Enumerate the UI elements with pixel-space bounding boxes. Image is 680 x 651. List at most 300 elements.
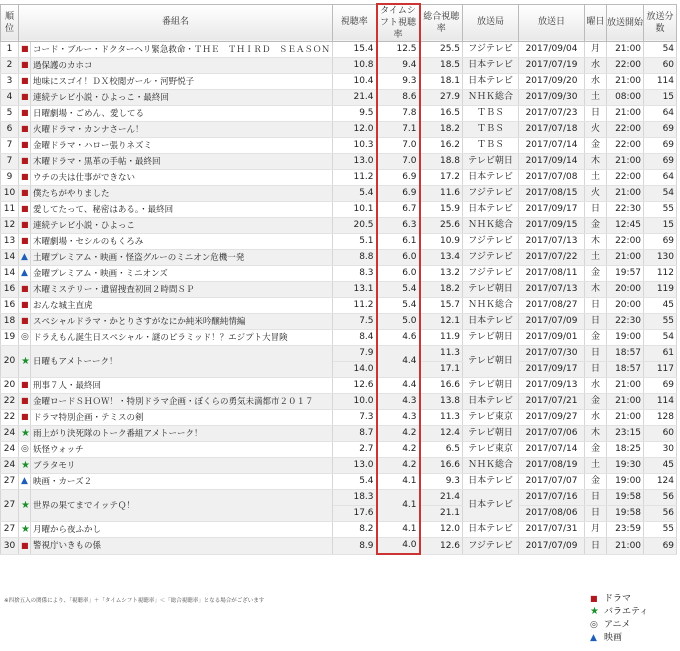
total-rating-cell: 11.3	[420, 410, 463, 426]
start-cell: 21:00	[607, 74, 644, 90]
date-cell: 2017/09/04	[519, 42, 585, 58]
rank-cell: 7	[1, 154, 19, 170]
start-cell: 19:00	[607, 474, 644, 490]
program-title: 金曜プレミアム・映画・ミニオンズ	[31, 266, 333, 282]
timeshift-cell: 5.4	[377, 282, 420, 298]
duration-cell: 117	[644, 362, 677, 378]
dow-cell: 金	[585, 474, 607, 490]
drama-icon: ■	[21, 300, 29, 310]
rating-cell: 10.3	[333, 138, 377, 154]
total-rating-cell: 16.6	[420, 378, 463, 394]
dow-cell: 木	[585, 282, 607, 298]
start-cell: 19:58	[607, 506, 644, 522]
duration-cell: 15	[644, 218, 677, 234]
rank-cell: 13	[1, 234, 19, 250]
duration-cell: 56	[644, 490, 677, 506]
timeshift-cell: 4.1	[377, 490, 420, 522]
program-title: ウチの夫は仕事ができない	[31, 170, 333, 186]
timeshift-cell: 4.1	[377, 522, 420, 538]
date-cell: 2017/07/14	[519, 442, 585, 458]
movie-triangle-icon: ▲	[590, 632, 597, 643]
station-cell: テレビ朝日	[463, 346, 519, 378]
date-cell: 2017/09/20	[519, 74, 585, 90]
start-cell: 20:00	[607, 298, 644, 314]
drama-icon: ■	[21, 204, 29, 214]
dow-cell: 水	[585, 410, 607, 426]
program-title: 連続テレビ小説・ひよっこ	[31, 218, 333, 234]
dow-cell: 土	[585, 170, 607, 186]
ratings-table	[0, 3, 677, 555]
rating-cell: 10.1	[333, 202, 377, 218]
header-rank: 順位	[1, 4, 19, 42]
program-title: 火曜ドラマ・カンナさーん！	[31, 122, 333, 138]
genre-cell	[19, 90, 31, 106]
rating-cell: 12.0	[333, 122, 377, 138]
station-cell: 日本テレビ	[463, 58, 519, 74]
rating-cell: 10.8	[333, 58, 377, 74]
duration-cell: 61	[644, 346, 677, 362]
duration-cell: 124	[644, 474, 677, 490]
table-row	[1, 330, 677, 346]
date-cell: 2017/09/30	[519, 90, 585, 106]
variety-star-icon: ★	[21, 523, 30, 535]
total-rating-cell: 12.6	[420, 538, 463, 555]
duration-cell: 60	[644, 58, 677, 74]
date-cell: 2017/09/17	[519, 202, 585, 218]
station-cell: 日本テレビ	[463, 474, 519, 490]
start-cell: 23:59	[607, 522, 644, 538]
timeshift-cell: 9.4	[377, 58, 420, 74]
rank-cell: 22	[1, 394, 19, 410]
total-rating-cell: 12.4	[420, 426, 463, 442]
start-cell: 18:57	[607, 362, 644, 378]
duration-cell: 54	[644, 42, 677, 58]
station-cell: 日本テレビ	[463, 74, 519, 90]
rank-cell: 11	[1, 202, 19, 218]
program-title: 金曜ドラマ・ハロー張りネズミ	[31, 138, 333, 154]
date-cell: 2017/07/30	[519, 346, 585, 362]
genre-cell	[19, 234, 31, 250]
drama-icon: ■	[21, 316, 29, 326]
rating-cell: 5.1	[333, 234, 377, 250]
timeshift-cell: 6.9	[377, 170, 420, 186]
program-title: スペシャルドラマ・かとりさすがなにか純米吟醸純情編	[31, 314, 333, 330]
table-row	[1, 346, 677, 362]
program-title: 木曜ミステリー・遺留捜査初回２時間ＳＰ	[31, 282, 333, 298]
rank-cell: 14	[1, 250, 19, 266]
start-cell: 21:00	[607, 410, 644, 426]
date-cell: 2017/07/06	[519, 426, 585, 442]
duration-cell: 54	[644, 330, 677, 346]
timeshift-cell: 8.6	[377, 90, 420, 106]
duration-cell: 45	[644, 458, 677, 474]
timeshift-cell: 6.0	[377, 266, 420, 282]
dow-cell: 水	[585, 58, 607, 74]
station-cell: フジテレビ	[463, 266, 519, 282]
legend-label: バラエティ	[604, 607, 649, 618]
duration-cell: 69	[644, 138, 677, 154]
rating-cell: 5.4	[333, 186, 377, 202]
dow-cell: 木	[585, 234, 607, 250]
table-row	[1, 234, 677, 250]
rank-cell: 22	[1, 410, 19, 426]
date-cell: 2017/09/27	[519, 410, 585, 426]
movie-triangle-icon: ▲	[21, 476, 28, 487]
station-cell: テレビ朝日	[463, 330, 519, 346]
rating-cell: 10.0	[333, 394, 377, 410]
drama-icon: ■	[21, 124, 29, 134]
dow-cell: 木	[585, 154, 607, 170]
date-cell: 2017/08/19	[519, 458, 585, 474]
rating-cell: 7.9	[333, 346, 377, 362]
genre-cell	[19, 490, 31, 522]
rank-cell: 3	[1, 74, 19, 90]
genre-cell	[19, 378, 31, 394]
genre-cell	[19, 186, 31, 202]
dow-cell: 金	[585, 442, 607, 458]
rank-cell: 16	[1, 282, 19, 298]
dow-cell: 月	[585, 42, 607, 58]
variety-star-icon: ★	[21, 427, 30, 439]
dow-cell: 火	[585, 186, 607, 202]
dow-cell: 日	[585, 202, 607, 218]
duration-cell: 69	[644, 378, 677, 394]
start-cell: 22:30	[607, 314, 644, 330]
rank-cell: 14	[1, 266, 19, 282]
variety-star-icon: ★	[590, 606, 599, 618]
program-title: 世界の果てまでイッテＱ！	[31, 490, 333, 522]
drama-icon: ■	[590, 594, 598, 603]
drama-icon: ■	[21, 412, 29, 422]
drama-icon: ■	[21, 92, 29, 102]
timeshift-cell: 4.2	[377, 426, 420, 442]
header-dow: 曜日	[585, 4, 607, 42]
timeshift-cell: 6.7	[377, 202, 420, 218]
rank-cell: 27	[1, 490, 19, 522]
total-rating-cell: 25.6	[420, 218, 463, 234]
program-title: 映画・カーズ２	[31, 474, 333, 490]
genre-cell	[19, 170, 31, 186]
rank-cell: 16	[1, 298, 19, 314]
header-date: 放送日	[519, 4, 585, 42]
duration-cell: 114	[644, 74, 677, 90]
table-row	[1, 106, 677, 122]
rank-cell: 19	[1, 330, 19, 346]
duration-cell: 69	[644, 234, 677, 250]
total-rating-cell: 13.8	[420, 394, 463, 410]
rating-cell: 15.4	[333, 42, 377, 58]
total-rating-cell: 18.2	[420, 122, 463, 138]
genre-cell	[19, 474, 31, 490]
station-cell: テレビ朝日	[463, 426, 519, 442]
rank-cell: 5	[1, 106, 19, 122]
dow-cell: 日	[585, 506, 607, 522]
table-row	[1, 538, 677, 555]
legend-anime	[590, 619, 648, 631]
table-row	[1, 218, 677, 234]
duration-cell: 45	[644, 298, 677, 314]
date-cell: 2017/07/22	[519, 250, 585, 266]
program-title: 土曜プレミアム・映画・怪盗グルーのミニオン危機一発	[31, 250, 333, 266]
total-rating-cell: 12.0	[420, 522, 463, 538]
total-rating-cell: 11.9	[420, 330, 463, 346]
total-rating-cell: 15.9	[420, 202, 463, 218]
total-rating-cell: 17.2	[420, 170, 463, 186]
date-cell: 2017/07/31	[519, 522, 585, 538]
date-cell: 2017/07/09	[519, 314, 585, 330]
duration-cell: 64	[644, 170, 677, 186]
rank-cell: 2	[1, 58, 19, 74]
genre-cell	[19, 138, 31, 154]
date-cell: 2017/07/13	[519, 234, 585, 250]
genre-cell	[19, 266, 31, 282]
program-title: 日曜もアメトーーク！	[31, 346, 333, 378]
program-title: 地味にスゴイ！ＤＸ校閲ガール・河野悦子	[31, 74, 333, 90]
dow-cell: 日	[585, 538, 607, 555]
rating-cell: 7.3	[333, 410, 377, 426]
table-row	[1, 410, 677, 426]
duration-cell: 55	[644, 314, 677, 330]
genre-cell	[19, 58, 31, 74]
genre-cell	[19, 74, 31, 90]
variety-star-icon: ★	[21, 355, 30, 367]
date-cell: 2017/07/14	[519, 138, 585, 154]
station-cell: フジテレビ	[463, 250, 519, 266]
genre-cell	[19, 298, 31, 314]
anime-icon: ◎	[590, 620, 598, 631]
genre-cell	[19, 442, 31, 458]
rank-cell: 1	[1, 42, 19, 58]
start-cell: 21:00	[607, 538, 644, 555]
table-row	[1, 90, 677, 106]
genre-cell	[19, 458, 31, 474]
drama-icon: ■	[21, 220, 29, 230]
total-rating-cell: 6.5	[420, 442, 463, 458]
table-row	[1, 202, 677, 218]
genre-cell	[19, 250, 31, 266]
total-rating-cell: 16.2	[420, 138, 463, 154]
station-cell: ＴＢＳ	[463, 106, 519, 122]
start-cell: 21:00	[607, 106, 644, 122]
rating-cell: 17.6	[333, 506, 377, 522]
header-start: 放送開始	[607, 4, 644, 42]
rank-cell: 6	[1, 122, 19, 138]
table-row	[1, 154, 677, 170]
duration-cell: 30	[644, 442, 677, 458]
rating-cell: 10.4	[333, 74, 377, 90]
total-rating-cell: 18.5	[420, 58, 463, 74]
program-title: 日曜劇場・ごめん、愛してる	[31, 106, 333, 122]
station-cell: ＮＨＫ総合	[463, 298, 519, 314]
rating-cell: 13.0	[333, 458, 377, 474]
total-rating-cell: 13.4	[420, 250, 463, 266]
table-row	[1, 42, 677, 58]
total-rating-cell: 9.3	[420, 474, 463, 490]
start-cell: 22:00	[607, 170, 644, 186]
genre-cell	[19, 122, 31, 138]
legend-label: ドラマ	[604, 594, 632, 604]
rank-cell: 18	[1, 314, 19, 330]
dow-cell: 金	[585, 330, 607, 346]
date-cell: 2017/07/21	[519, 394, 585, 410]
drama-icon: ■	[21, 380, 29, 390]
dow-cell: 水	[585, 74, 607, 90]
rating-cell: 11.2	[333, 170, 377, 186]
station-cell: テレビ朝日	[463, 282, 519, 298]
table-row	[1, 58, 677, 74]
table-row	[1, 314, 677, 330]
genre-cell	[19, 394, 31, 410]
total-rating-cell: 17.1	[420, 362, 463, 378]
start-cell: 21:00	[607, 42, 644, 58]
legend-variety	[590, 605, 648, 619]
date-cell: 2017/07/16	[519, 490, 585, 506]
program-title: 連続テレビ小説・ひよっこ・最終回	[31, 90, 333, 106]
start-cell: 18:57	[607, 346, 644, 362]
start-cell: 21:00	[607, 378, 644, 394]
duration-cell: 128	[644, 410, 677, 426]
anime-icon: ◎	[21, 332, 29, 343]
timeshift-cell: 4.6	[377, 330, 420, 346]
total-rating-cell: 18.8	[420, 154, 463, 170]
total-rating-cell: 16.6	[420, 458, 463, 474]
program-title: 警視庁いきもの係	[31, 538, 333, 555]
dow-cell: 金	[585, 394, 607, 410]
start-cell: 22:00	[607, 234, 644, 250]
station-cell: フジテレビ	[463, 42, 519, 58]
dow-cell: 月	[585, 522, 607, 538]
duration-cell: 54	[644, 186, 677, 202]
timeshift-cell: 4.2	[377, 442, 420, 458]
station-cell: ＮＨＫ総合	[463, 90, 519, 106]
start-cell: 19:58	[607, 490, 644, 506]
total-rating-cell: 11.3	[420, 346, 463, 362]
table-header-row	[1, 4, 677, 42]
total-rating-cell: 21.1	[420, 506, 463, 522]
timeshift-cell: 6.9	[377, 186, 420, 202]
start-cell: 18:25	[607, 442, 644, 458]
date-cell: 2017/07/08	[519, 170, 585, 186]
header-title: 番組名	[19, 4, 333, 42]
date-cell: 2017/09/17	[519, 362, 585, 378]
rank-cell: 20	[1, 378, 19, 394]
table-row	[1, 522, 677, 538]
dow-cell: 日	[585, 346, 607, 362]
station-cell: ＴＢＳ	[463, 138, 519, 154]
rank-cell: 24	[1, 458, 19, 474]
duration-cell: 55	[644, 522, 677, 538]
rating-cell: 18.3	[333, 490, 377, 506]
station-cell: 日本テレビ	[463, 394, 519, 410]
total-rating-cell: 18.1	[420, 74, 463, 90]
timeshift-cell: 5.4	[377, 298, 420, 314]
drama-icon: ■	[21, 156, 29, 166]
station-cell: ＴＢＳ	[463, 122, 519, 138]
anime-icon: ◎	[21, 444, 29, 455]
timeshift-cell: 4.3	[377, 394, 420, 410]
station-cell: テレビ東京	[463, 410, 519, 426]
date-cell: 2017/08/27	[519, 298, 585, 314]
program-title: 雨上がり決死隊のトーク番組アメトーーク！	[31, 426, 333, 442]
table-body	[1, 42, 677, 555]
rating-cell: 2.7	[333, 442, 377, 458]
table-row	[1, 378, 677, 394]
rating-cell: 12.6	[333, 378, 377, 394]
dow-cell: 日	[585, 298, 607, 314]
rank-cell: 10	[1, 186, 19, 202]
program-title: ドラマ特別企画・テミスの剣	[31, 410, 333, 426]
table-row	[1, 474, 677, 490]
station-cell: テレビ東京	[463, 442, 519, 458]
duration-cell: 56	[644, 506, 677, 522]
rating-cell: 8.8	[333, 250, 377, 266]
timeshift-cell: 12.5	[377, 42, 420, 58]
drama-icon: ■	[21, 236, 29, 246]
date-cell: 2017/08/15	[519, 186, 585, 202]
movie-triangle-icon: ▲	[21, 268, 28, 279]
dow-cell: 金	[585, 218, 607, 234]
program-title: 月曜から夜ふかし	[31, 522, 333, 538]
station-cell: 日本テレビ	[463, 170, 519, 186]
start-cell: 21:00	[607, 154, 644, 170]
date-cell: 2017/09/01	[519, 330, 585, 346]
start-cell: 22:00	[607, 58, 644, 74]
rating-cell: 13.0	[333, 154, 377, 170]
legend-label: 映画	[604, 632, 623, 643]
rating-cell: 8.9	[333, 538, 377, 555]
duration-cell: 119	[644, 282, 677, 298]
timeshift-cell: 7.8	[377, 106, 420, 122]
rating-cell: 5.4	[333, 474, 377, 490]
dow-cell: 木	[585, 426, 607, 442]
genre-legend	[590, 593, 648, 644]
variety-star-icon: ★	[21, 499, 30, 511]
date-cell: 2017/08/06	[519, 506, 585, 522]
timeshift-cell: 4.0	[377, 538, 420, 555]
start-cell: 21:00	[607, 394, 644, 410]
table-row	[1, 122, 677, 138]
station-cell: 日本テレビ	[463, 490, 519, 522]
table-row	[1, 458, 677, 474]
date-cell: 2017/07/09	[519, 538, 585, 555]
dow-cell: 水	[585, 378, 607, 394]
start-cell: 23:15	[607, 426, 644, 442]
drama-icon: ■	[21, 188, 29, 198]
genre-cell	[19, 330, 31, 346]
station-cell: 日本テレビ	[463, 202, 519, 218]
table-row	[1, 298, 677, 314]
genre-cell	[19, 106, 31, 122]
rank-cell: 27	[1, 474, 19, 490]
date-cell: 2017/07/23	[519, 106, 585, 122]
station-cell: 日本テレビ	[463, 522, 519, 538]
rank-cell: 27	[1, 522, 19, 538]
start-cell: 22:00	[607, 122, 644, 138]
drama-icon: ■	[21, 140, 29, 150]
program-title: ドラえもん誕生日スペシャル・謎のピラミッド！？エジプト大冒険	[31, 330, 333, 346]
drama-icon: ■	[21, 540, 29, 550]
timeshift-cell: 6.3	[377, 218, 420, 234]
timeshift-cell: 4.3	[377, 410, 420, 426]
total-rating-cell: 12.1	[420, 314, 463, 330]
duration-cell: 15	[644, 90, 677, 106]
total-rating-cell: 13.2	[420, 266, 463, 282]
total-rating-cell: 27.9	[420, 90, 463, 106]
station-cell: 日本テレビ	[463, 314, 519, 330]
rank-cell: 7	[1, 138, 19, 154]
genre-cell	[19, 154, 31, 170]
genre-cell	[19, 538, 31, 555]
